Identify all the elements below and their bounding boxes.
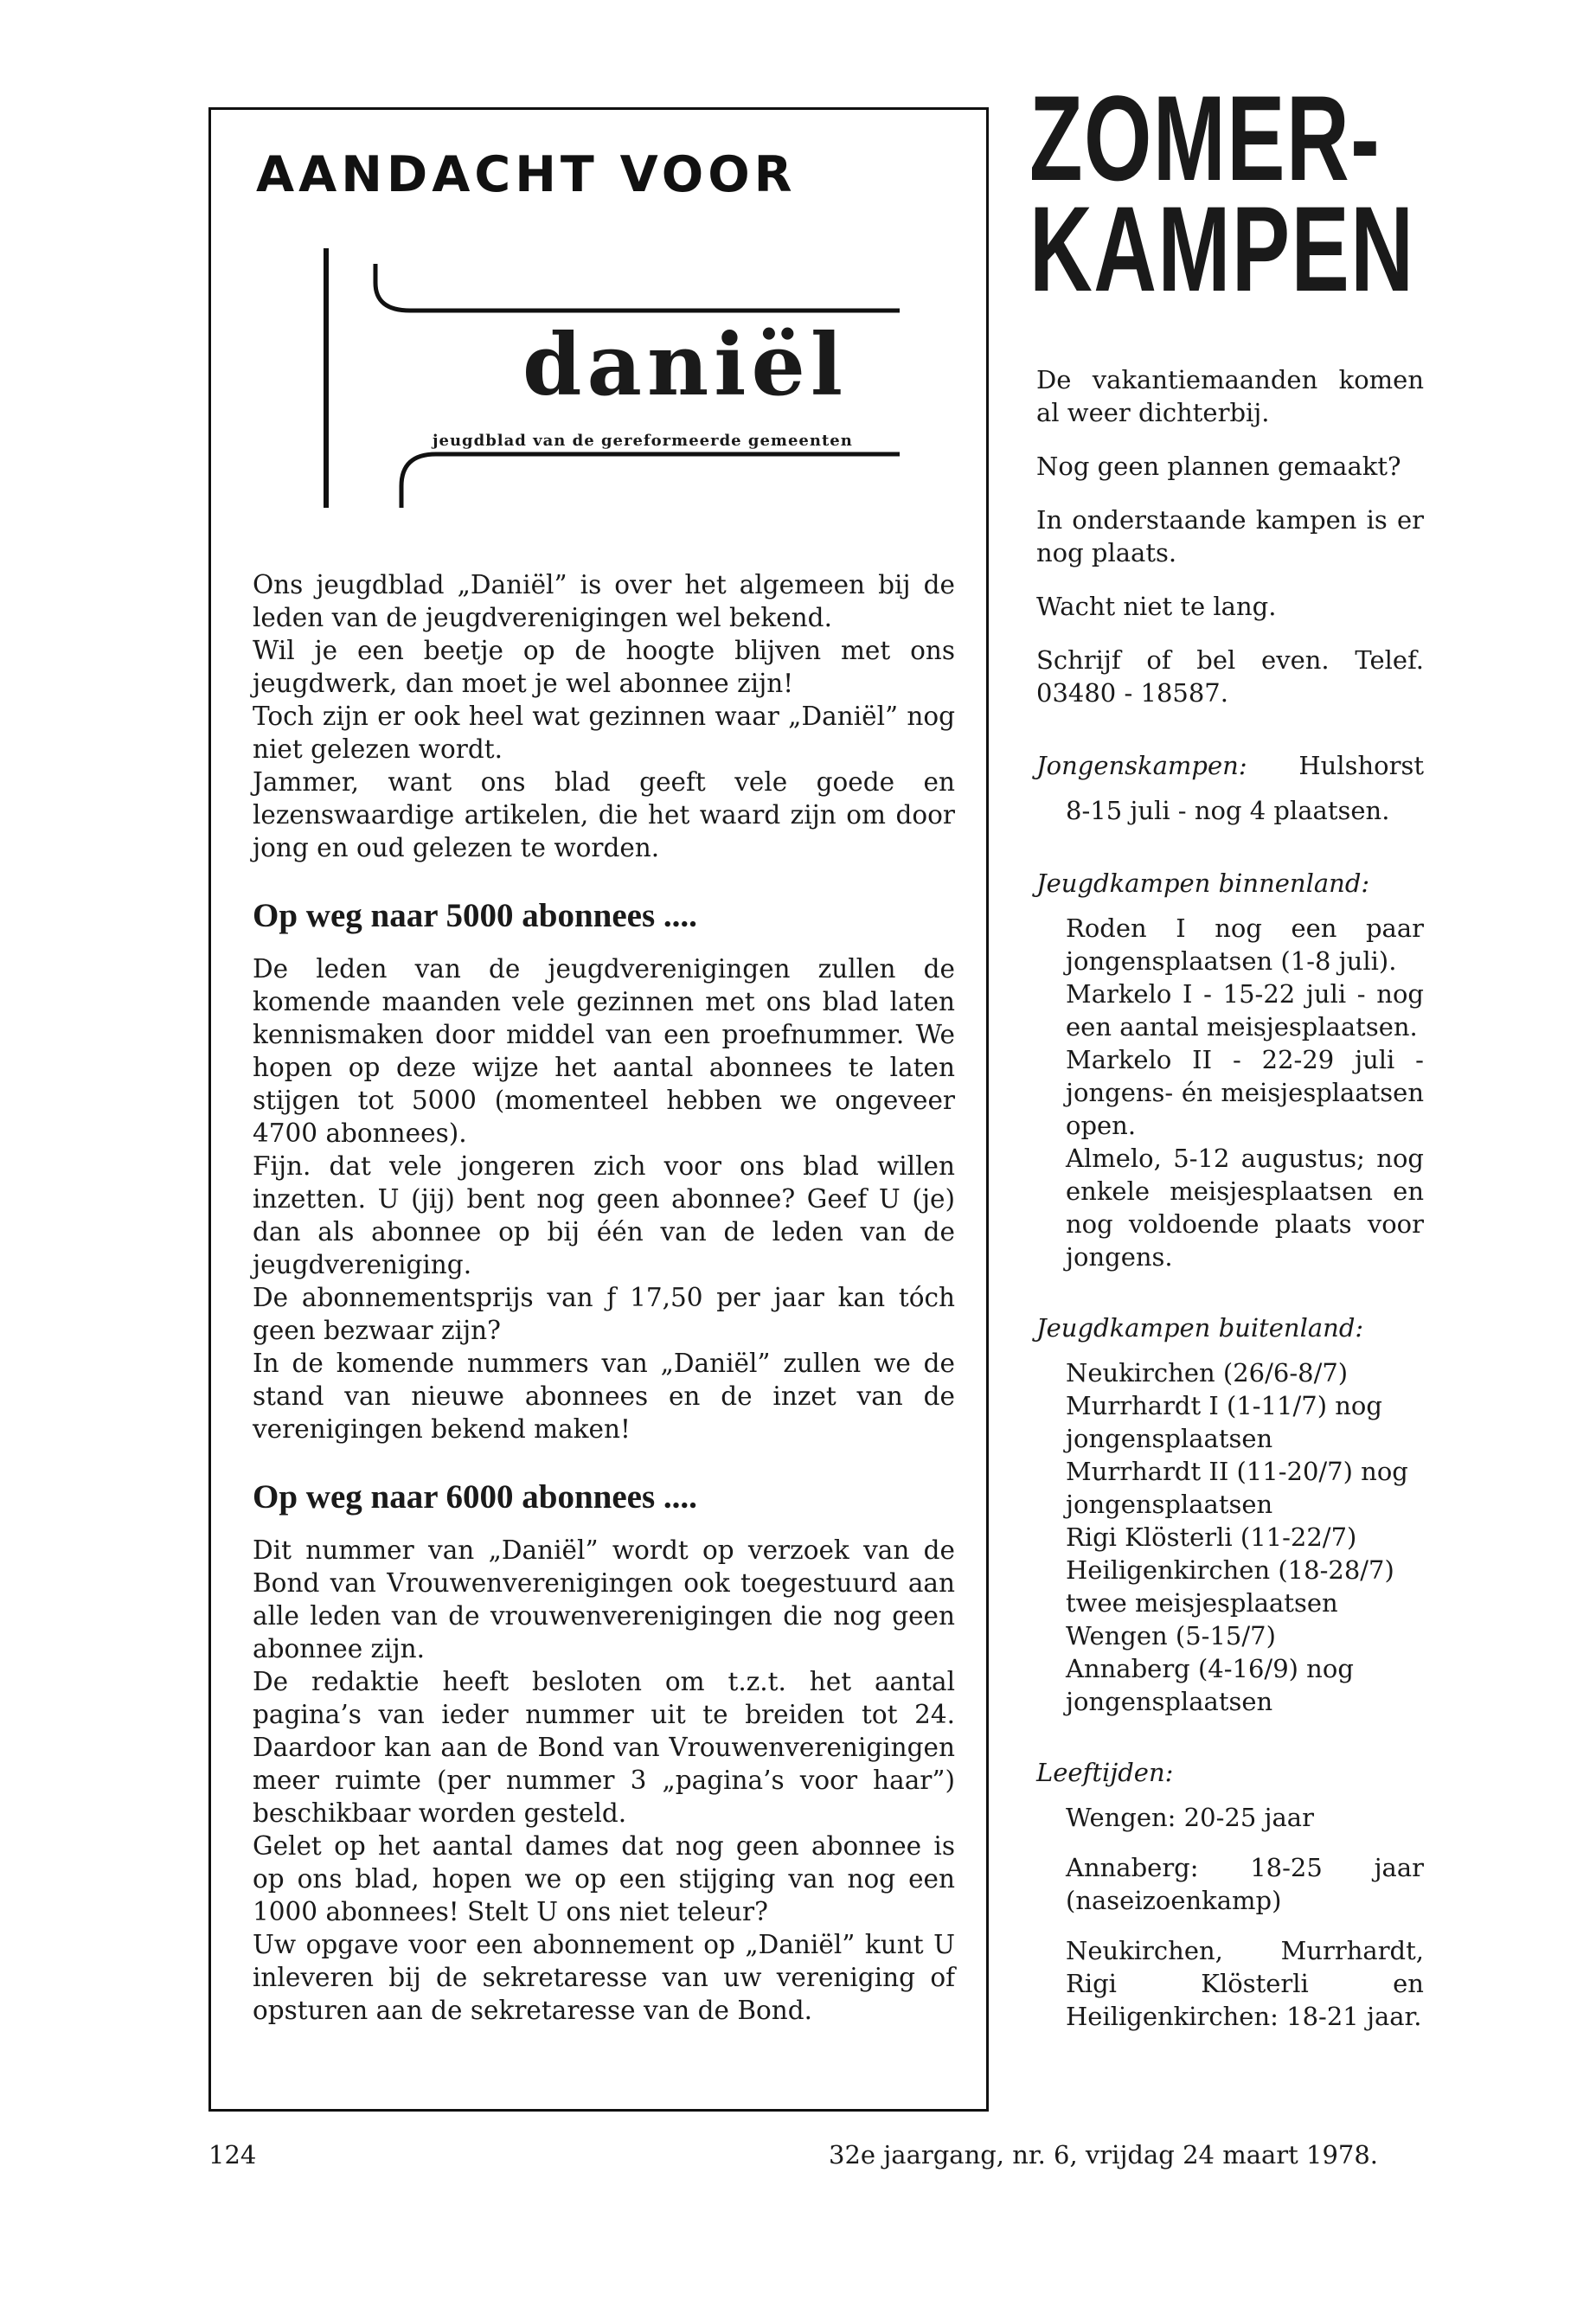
zomerkampen-column (1036, 363, 1424, 2033)
buitenland-list (1066, 1356, 1424, 1718)
section-6000-paragraph: Gelet op het aantal dames dat nog geen abonnee is op ons blad, hopen we op een stijging van nog een 1000 abonnees! Stelt U ons niet teleur? (253, 1831, 955, 1926)
page-number: 124 (208, 2140, 257, 2170)
section-5000-paragraph: In de komende nummers van „Daniël” zullen we de stand van nieuwe abonnees en de inzet van de verenigingen bekend maken! (253, 1349, 955, 1444)
logo-subtitle: jeugdblad van de gereformeerde gemeenten (433, 432, 853, 450)
contact-line: Schrijf of bel even. Telef. 03480 - 18587. (1036, 645, 1424, 708)
section-6000-paragraph: De redaktie heeft besloten om t.z.t. het aantal pagina’s van ieder nummer uit te breiden tot 24. Daardoor kan aan de Bond van Vrouwenverenigingen meer ruimte (per nummer 3 „pagina’s voor haar”) beschikbaar worden gesteld. (253, 1667, 955, 1828)
list-item: Wengen: 20-25 jaar (1066, 1803, 1314, 1832)
section-6000-title: Op weg naar 6000 abonnees .... (253, 1478, 697, 1516)
daniel-logo (324, 248, 912, 516)
list-item: Annaberg (4-16/9) nog jongensplaatsen (1066, 1654, 1354, 1716)
issue-info: 32e jaargang, nr. 6, vrijdag 24 maart 1978. (829, 2140, 1379, 2170)
binnenland-list (1066, 912, 1424, 1273)
intro-line: In onderstaande kampen is er nog plaats. (1036, 505, 1424, 567)
left-article-body (253, 568, 955, 2027)
list-item: Almelo, 5-12 augustus; nog enkele meisjesplaatsen en nog voldoende plaats voor jongens. (1066, 1144, 1424, 1272)
zomerkampen-title (1029, 70, 1415, 317)
list-item: Markelo II - 22-29 juli - jongens- én meisjesplaatsen open. (1066, 1045, 1424, 1140)
intro-paragraph: Ons jeugdblad „Daniël” is over het algemeen bij de leden van de jeugdverenigingen wel bekend. (253, 570, 955, 632)
title-line-2: KAMPEN (1029, 181, 1415, 317)
leeftijden-heading: Leeftijden: (1036, 1758, 1174, 1787)
intro-paragraph: Toch zijn er ook heel wat gezinnen waar „Daniël” nog niet gelezen wordt. (253, 702, 955, 764)
jongenskampen-detail: 8-15 juli - nog 4 plaatsen. (1066, 796, 1390, 825)
list-item: Murrhardt I (1-11/7) nog jongensplaatsen (1066, 1391, 1382, 1453)
list-item: Annaberg: 18-25 jaar (naseizoenkamp) (1066, 1853, 1424, 1915)
intro-paragraph: Wil je een beetje op de hoogte blijven met ons jeugdwerk, dan moet je wel abonnee zijn! (253, 636, 955, 698)
daniel-article-box (208, 107, 989, 2112)
section-6000-paragraph: Dit nummer van „Daniël” wordt op verzoek van de Bond van Vrouwenverenigingen ook toegestuurd aan alle leden van de vrouwenverenigingen die nog geen abonnee zijn. (253, 1535, 955, 1663)
jongenskampen-label: Jongenskampen: (1036, 751, 1247, 780)
logo-name: daniël (522, 316, 849, 415)
list-item: Roden I nog een paar jongensplaatsen (1-8 juli). (1066, 913, 1424, 976)
list-item: Murrhardt II (11-20/7) nog jongensplaatsen (1066, 1457, 1408, 1519)
binnenland-heading: Jeugdkampen binnenland: (1036, 868, 1370, 898)
section-5000-title: Op weg naar 5000 abonnees .... (253, 897, 697, 934)
title-line-1: ZOMER- (1029, 70, 1381, 206)
section-5000-paragraph: De abonnementsprijs van ƒ 17,50 per jaar kan tóch geen bezwaar zijn? (253, 1283, 955, 1345)
jongenskampen-place: Hulshorst (1298, 751, 1424, 780)
section-5000-paragraph: Fijn. dat vele jongeren zich voor ons blad willen inzetten. U (jij) bent nog geen abonnee? Geef U (je) dan als abonnee op bij één van de leden van de jeugdvereniging. (253, 1151, 955, 1279)
section-5000-paragraph: De leden van de jeugdverenigingen zullen de komende maanden vele gezinnen met ons blad laten kennismaken door middel van een proefnummer. We hopen op deze wijze het aantal abonnees te laten stijgen tot 5000 (momenteel hebben we ongeveer 4700 abonnees). (253, 954, 955, 1148)
jongenskampen-heading (1036, 749, 1424, 782)
section-6000-paragraph: Uw opgave voor een abonnement op „Daniël” kunt U inleveren bij de sekretaresse van uw vereniging of opsturen aan de sekretaresse van de Bond. (253, 1930, 955, 2025)
list-item: Markelo I - 15-22 juli - nog een aantal meisjesplaatsen. (1066, 979, 1424, 1042)
list-item: Rigi Klösterli (11-22/7) (1066, 1522, 1357, 1552)
intro-paragraph: Jammer, want ons blad geeft vele goede en lezenswaardige artikelen, die het waard zijn om door jong en oud gelezen te worden. (253, 767, 955, 862)
leeftijden-list (1066, 1801, 1424, 2033)
list-item: Wengen (5-15/7) (1066, 1621, 1276, 1650)
jongenskampen-list (1066, 794, 1424, 827)
intro-line: Nog geen plannen gemaakt? (1036, 452, 1401, 481)
buitenland-heading: Jeugdkampen buitenland: (1036, 1313, 1364, 1343)
aandacht-heading: AANDACHT VOOR (256, 146, 797, 203)
list-item: Neukirchen, Murrhardt, Rigi Klösterli en Heiligenkirchen: 18-21 jaar. (1066, 1936, 1424, 2031)
list-item: Heiligenkirchen (18-28/7) twee meisjesplaatsen (1066, 1555, 1394, 1618)
intro-line: Wacht niet te lang. (1036, 592, 1277, 621)
list-item: Neukirchen (26/6-8/7) (1066, 1358, 1349, 1388)
intro-line: De vakantiemaanden komen al weer dichterbij. (1036, 365, 1424, 427)
